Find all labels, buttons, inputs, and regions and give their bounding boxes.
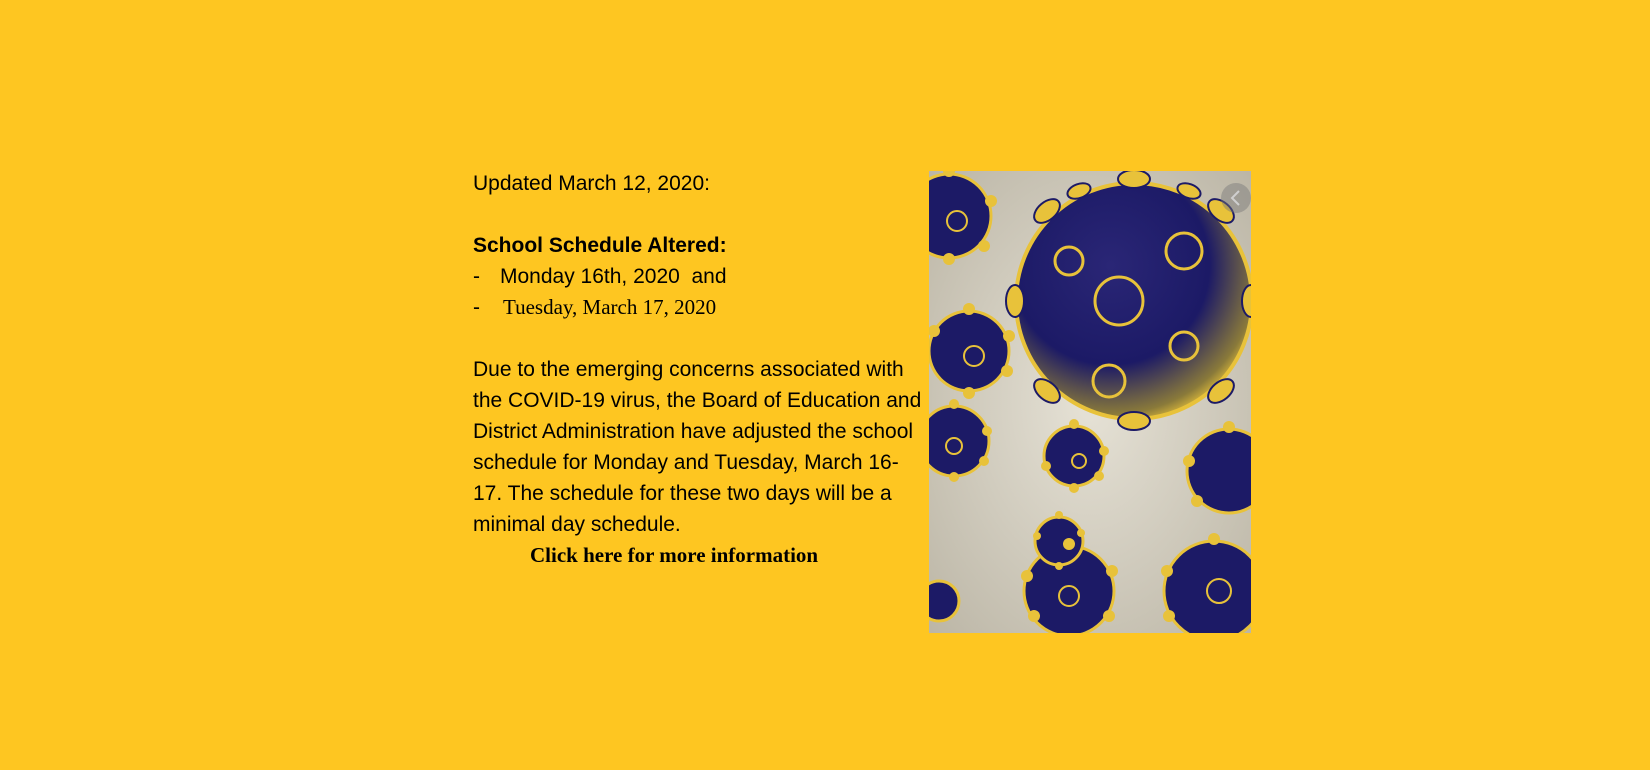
schedule-item-tuesday xyxy=(473,292,923,323)
announcement-paragraph: Due to the emerging concerns associated with the COVID-19 virus, the Board of Education and District Administration have adjusted the school schedule for Monday and Tuesday, March 16-17. The schedule for these two days will be a minimal day schedule. xyxy=(473,358,922,536)
spacer xyxy=(473,199,923,230)
chevron-left-glyph xyxy=(1221,183,1251,213)
announcement-text xyxy=(473,168,923,571)
more-info-link[interactable]: Click here for more information xyxy=(530,543,819,567)
list-dash: - xyxy=(473,265,480,288)
coronavirus-illustration xyxy=(929,171,1251,633)
list-dash: - xyxy=(473,296,480,319)
schedule-item-text: Tuesday, March 17, 2020 xyxy=(503,295,717,319)
schedule-heading: School Schedule Altered: xyxy=(473,234,727,257)
coronavirus-image xyxy=(929,171,1251,633)
schedule-item-monday xyxy=(473,261,923,292)
update-date: Updated March 12, 2020: xyxy=(473,172,710,195)
schedule-item-text: Monday 16th, 2020 and xyxy=(500,265,727,288)
chevron-left-icon[interactable] xyxy=(1221,183,1251,213)
spacer xyxy=(473,323,923,354)
